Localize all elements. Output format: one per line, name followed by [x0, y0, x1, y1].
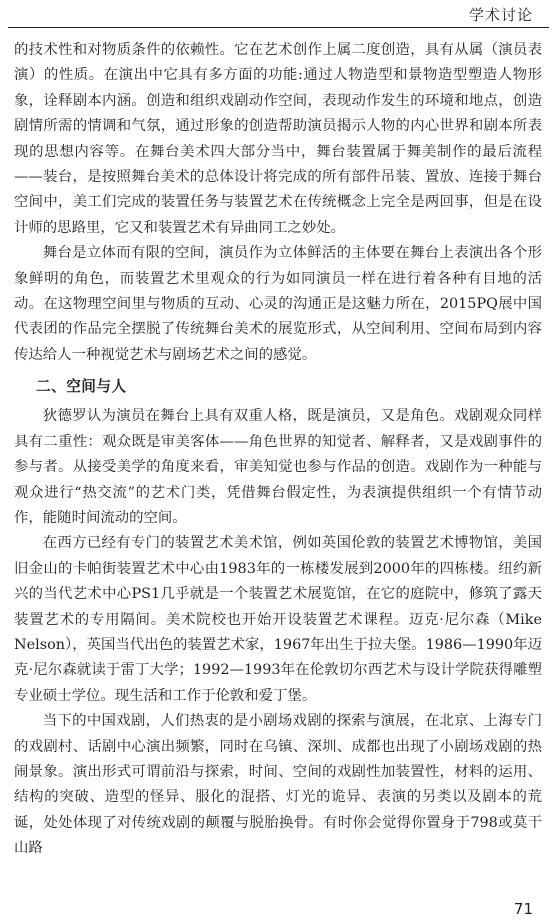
paragraph-1: 的技术性和对物质条件的依赖性。它在艺术创作上属二度创造，具有从属（演员表演）的性质。在演出中它具有多方面的功能:通过人物造型和景物造型塑造人物形象，诠释剧本内涵。创造和组织戏剧动作空间，表现动作发生的环境和地点，创造剧情所需的情调和气氛，通过形象的创造帮助演员揭示人物的内心世界和剧本所表现的思想内容等。在舞台美术四大部分当中，舞台装置属于舞美制作的最后流程——装台，是按照舞台美术的总体设计将完成的所有部件吊装、置放、连接于舞台空间中，美工们完成的装置任务与装置艺术在传统概念上完全是两回事，但是在设计师的思路里，它又和装置艺术有异曲同工之妙处。	[14, 42, 542, 236]
paragraph-2: 舞台是立体而有限的空间，演员作为立体鲜活的主体要在舞台上表演出各个形象鲜明的角色，而装置艺术里观众的行为如同演员一样在进行着各种有目地的活动。在这物理空间里与物质的互动、心灵的沟通正是这魅力所在，2015PQ展中国代表团的作品完全摆脱了传统舞台美术的展览形式，从空间利用、空间布局到内容传达给人一种视觉艺术与剧场艺术之间的感觉。	[14, 245, 542, 363]
page-number: 71	[513, 900, 533, 918]
section-heading: 二、空间与人	[36, 378, 127, 396]
article-body	[14, 38, 542, 862]
paragraph-4: 在西方已经有专门的装置艺术美术馆，例如英国伦敦的装置艺术博物馆，美国旧金山的卡帕街装置艺术中心由1983年的一栋楼发展到2000年的四栋楼。纽约新兴的当代艺术中心PS1几乎就是一个装置艺术展览馆，在它的庭院中，修筑了露天装置艺术的专用隔间。美术院校也开始开设装置艺术课程。迈克·尼尔森（Mike Nelson），英国当代出色的装置艺术家，1967年出生于拉夫堡。1986—1990年迈克·尼尔森就读于雷丁大学；1992—1993年在伦敦切尔西艺术与设计学院获得雕塑专业硕士学位。现生活和工作于伦敦和爱丁堡。	[14, 535, 542, 704]
running-header-title: 学术讨论	[468, 6, 533, 24]
paragraph-5: 当下的中国戏剧，人们热衷的是小剧场戏剧的探索与演展，在北京、上海专门的戏剧村、话剧中心演出频繁，同时在乌镇、深圳、成都也出现了小剧场戏剧的热闹景象。演出形式可谓前沿与探索，时间、空间的戏剧性加装置性，材料的运用、结构的突破、造型的怪异、服化的混搭、灯光的诡异、表演的另类以及剧本的荒诞，处处体现了对传统戏剧的颠覆与脱胎换骨。有时你会觉得你置身于798或莫干山路	[14, 713, 542, 857]
paragraph-3: 狄德罗认为演员在舞台上具有双重人格，既是演员，又是角色。戏剧观众同样具有二重性：观众既是审美客体——角色世界的知觉者、解释者，又是戏剧事件的参与者。从接受美学的角度来看，审美知觉也参与作品的创造。戏剧作为一种能与观众进行“热交流”的艺术门类，凭借舞台假定性，为表演提供组织一个有情节动作，能随时间流动的空间。	[14, 408, 542, 526]
header-rule	[8, 27, 549, 28]
